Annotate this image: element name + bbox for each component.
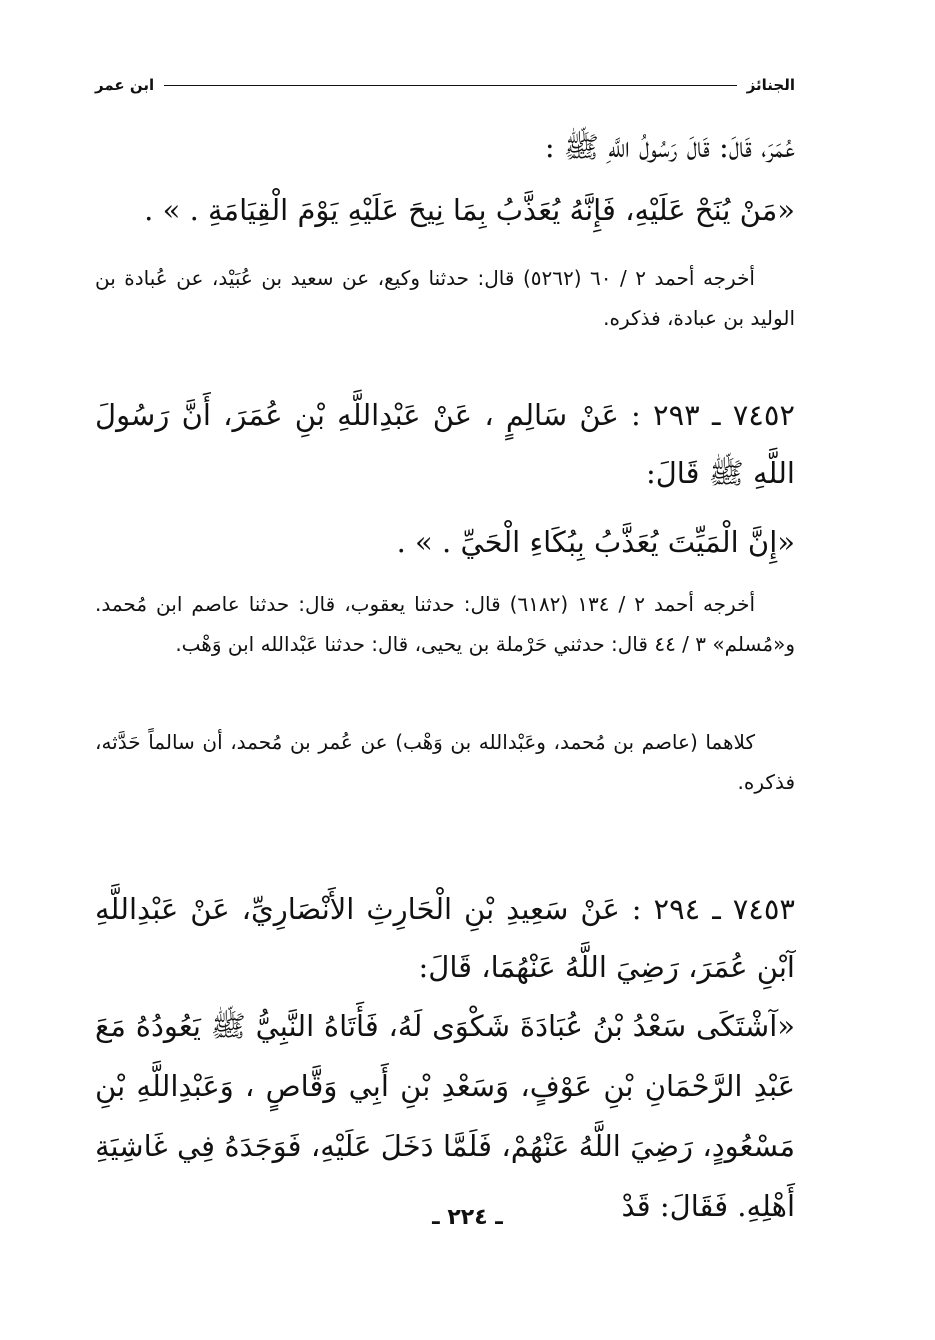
hadith-7453-matn: «آشْتَكَى سَعْدُ بْنُ عُبَادَةَ شَكْوَى لَهُ، فَأَتَاهُ النَّبِيُّ ﷺ يَعُودُهُ مَعَ عَبْدِ الرَّحْمَانِ بْنِ عَوْفٍ، وَسَعْدِ بْنِ أَبِي وَقَّاصٍ ، وَعَبْدِاللَّهِ بْنِ مَسْعُودٍ، رَضِيَ اللَّهُ عَنْهُمْ، فَلَمَّا دَخَلَ عَلَيْهِ، فَوَجَدَهُ فِي غَاشِيَةِ أَهْلِهِ. فَقَالَ: قَدْ [95, 1009, 795, 1223]
hadith-7452-takhrij-1: أخرجه أحمد ٢ / ١٣٤ (٦١٨٢) قال: حدثنا يعقوب، قال: حدثنا عاصم ابن مُحمد. و«مُسلم» ٣ / ٤٤ قال: حدثني حَرْملة بن يحيى، قال: حدثنا عَبْدالله ابن وَهْب. [95, 592, 795, 656]
page-number: ـ ٢٢٤ ـ [432, 1205, 503, 1230]
hadith-7452-takhrij-2: كلاهما (عاصم بن مُحمد، وعَبْدالله بن وَهْب) عن عُمر بن مُحمد، أن سالماً حَدَّثه، فذكره. [95, 730, 795, 794]
header-chapter-title: الجنائز [746, 76, 795, 94]
hadith-7453-intro: ٧٤٥٣ ـ ٢٩٤ : عَنْ سَعِيدِ بْنِ الْحَارِثِ الأَنْصَارِيِّ، عَنْ عَبْدِاللَّهِ آبْنِ عُمَرَ، رَضِيَ اللَّهُ عَنْهُمَا، قَالَ: [95, 892, 795, 984]
hadith-continuation-matn: «مَنْ يُنَحْ عَلَيْهِ، فَإِنَّهُ يُعَذَّبُ بِمَا نِيحَ عَلَيْهِ يَوْمَ الْقِيَامَةِ . » . [144, 193, 795, 227]
hadith-continuation-takhrij: أخرجه أحمد ٢ / ٦٠ (٥٢٦٢) قال: حدثنا وكيع، عن سعيد بن عُبَيْد، عن عُبادة بن الوليد بن عبادة، فذكره. [95, 266, 795, 330]
hadith-continuation-intro: عُمَرَ، قَالَ: قَالَ رَسُولُ اللَّهِ ﷺ : [544, 130, 795, 164]
hadith-7452-intro: ٧٤٥٢ ـ ٢٩٣ : عَنْ سَالِمٍ ، عَنْ عَبْدِاللَّهِ بْنِ عُمَرَ، أَنَّ رَسُولَ اللَّهِ ﷺ قَالَ: [95, 398, 795, 490]
header-rule [164, 85, 737, 86]
running-header [95, 68, 795, 102]
hadith-7452-matn: «إِنَّ الْمَيِّتَ يُعَذَّبُ بِبُكَاءِ الْحَيِّ . » . [396, 525, 795, 559]
header-narrator-name: ابن عمر [95, 76, 155, 94]
